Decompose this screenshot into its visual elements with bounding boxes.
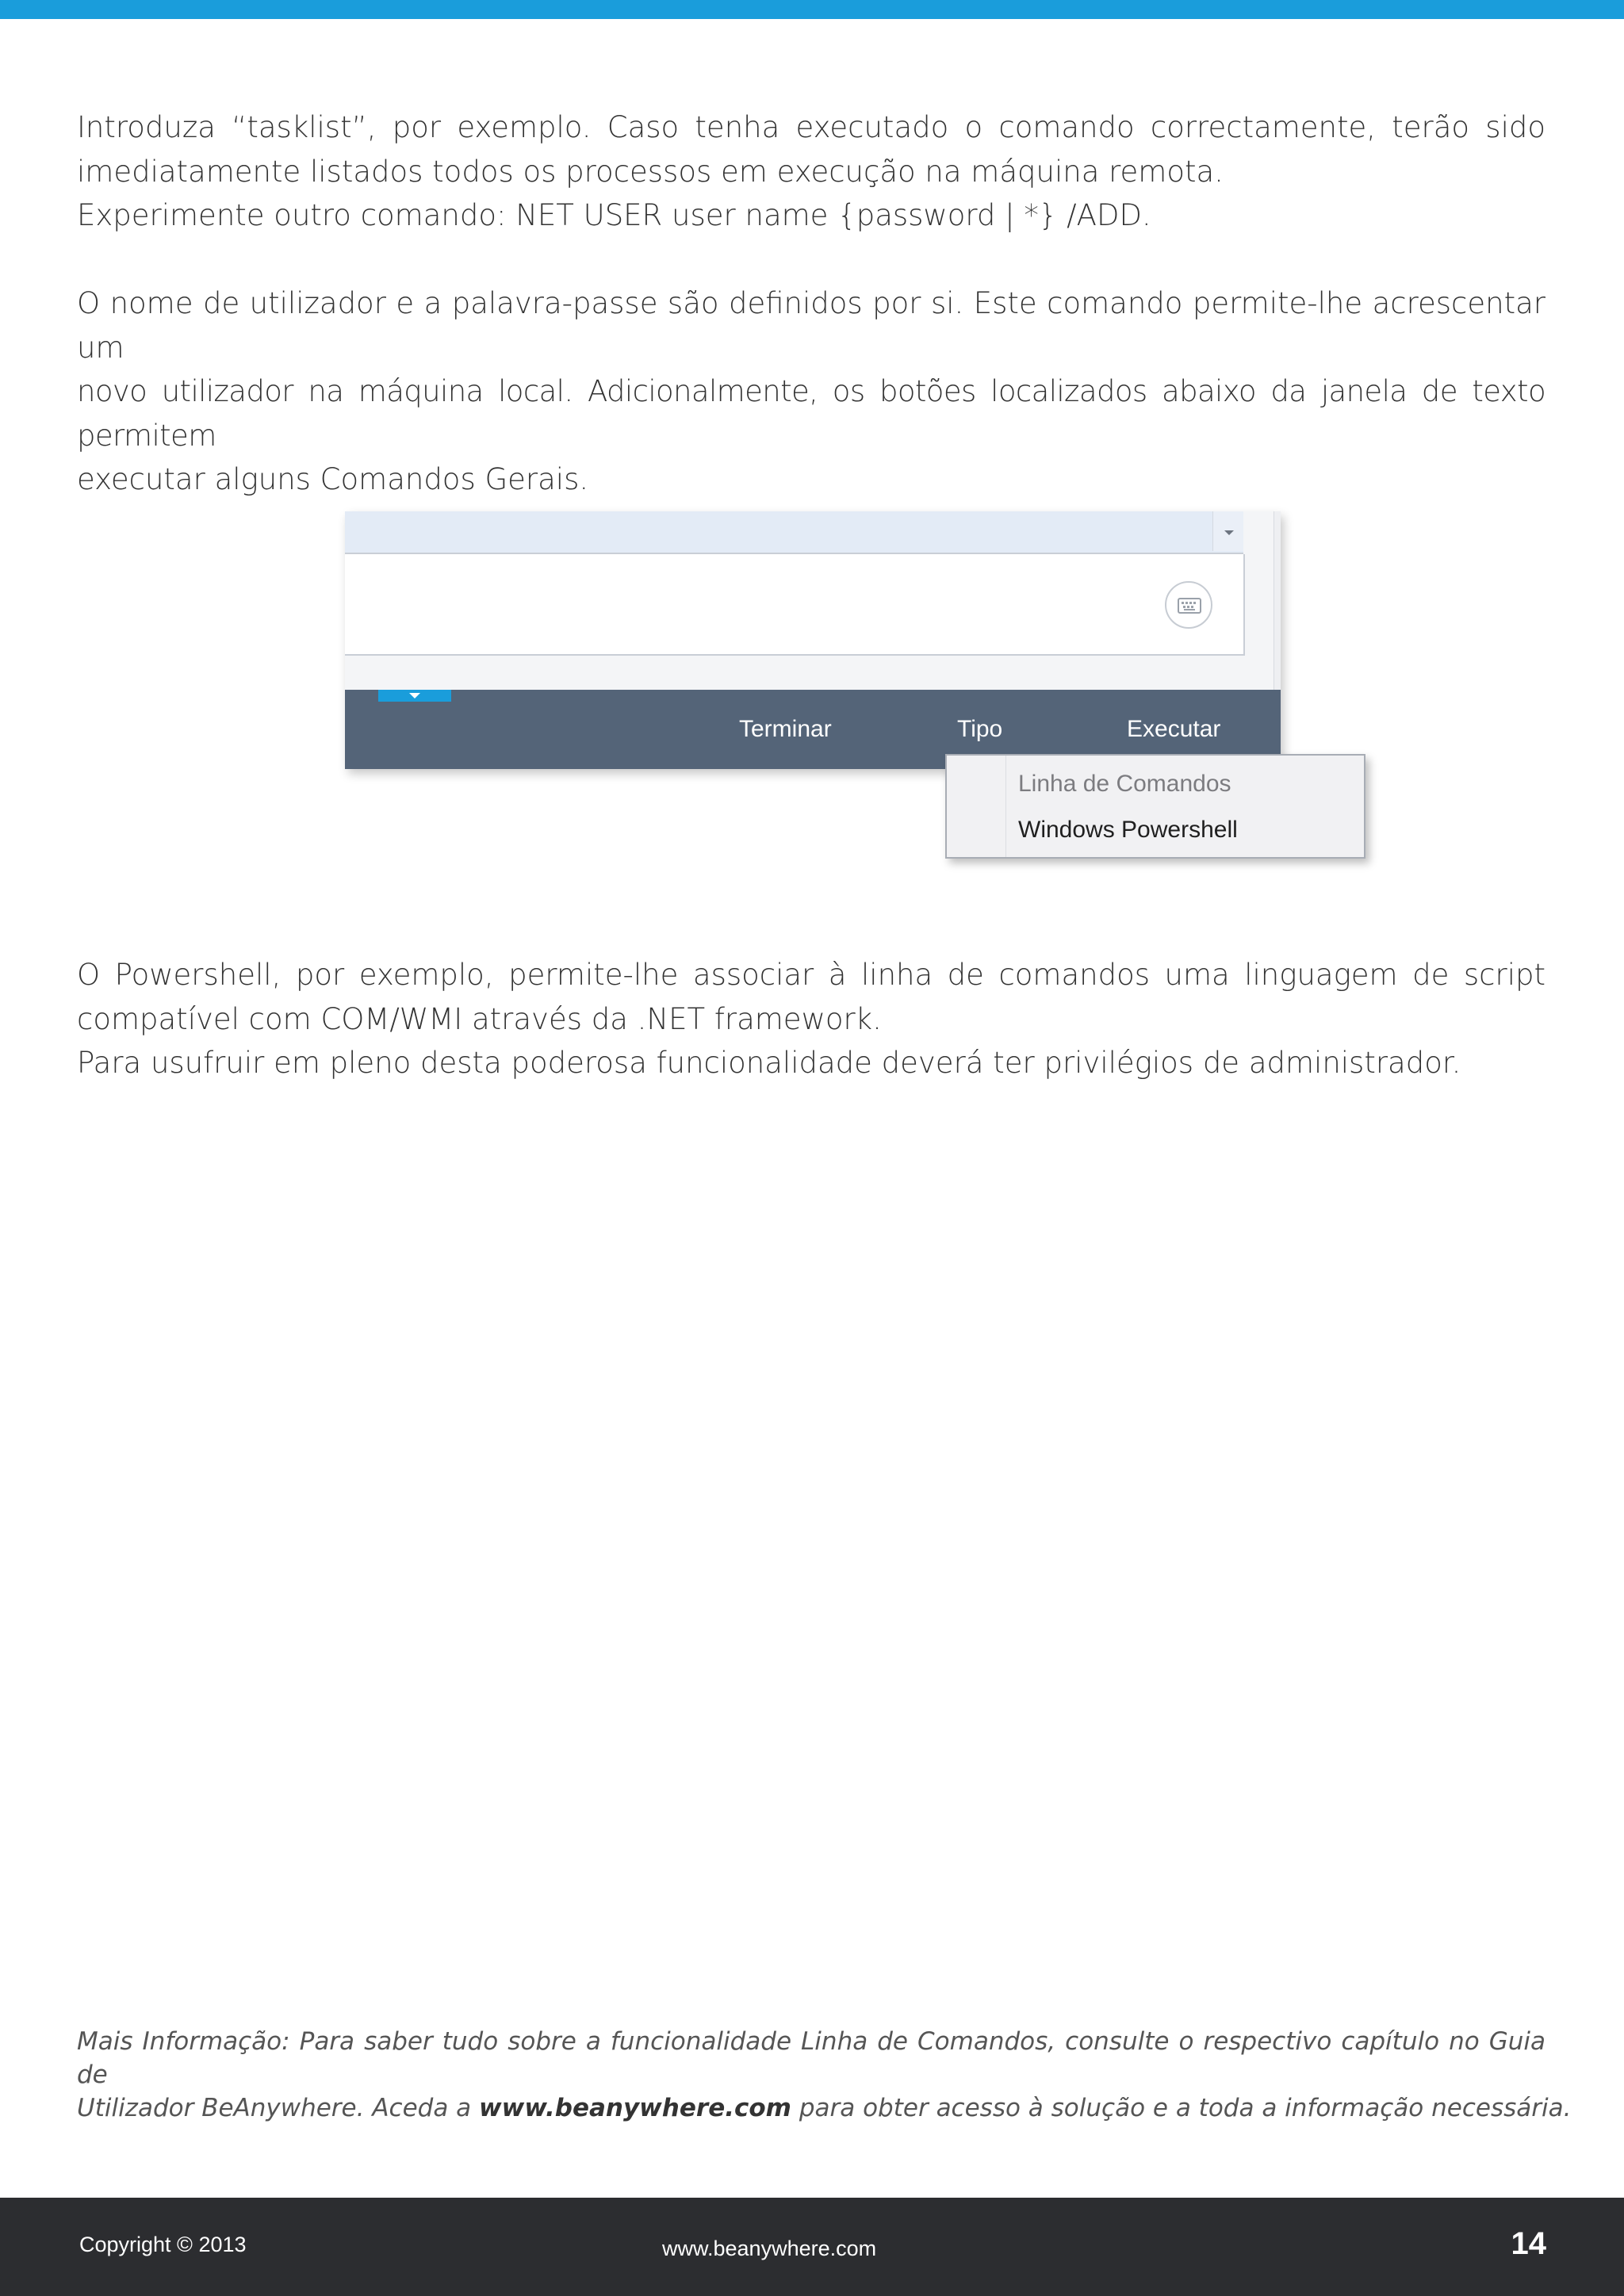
chevron-down-icon[interactable]: [1212, 511, 1243, 551]
paragraph-line: novo utilizador na máquina local. Adicionalmente, os botões localizados abaixo da janela de texto permitem: [77, 374, 1545, 453]
footnote-text: para obter acesso à solução e a toda a informação necessária.: [791, 2094, 1572, 2122]
paragraph-line: Experimente outro comando: NET USER user name {password | *} /ADD.: [77, 198, 1151, 232]
copyright-text: Copyright © 2013: [79, 2233, 247, 2256]
page-number: 14: [1511, 2226, 1546, 2261]
menu-item-linha-de-comandos[interactable]: Linha de Comandos: [1018, 771, 1231, 797]
window-edge: [1274, 511, 1281, 690]
command-text-area[interactable]: [345, 554, 1245, 656]
paragraph-line: Para usufruir em pleno desta poderosa funcionalidade deverá ter privilégios de administrador.: [77, 1046, 1461, 1080]
paragraph-line: O nome de utilizador e a palavra-passe são definidos por si. Este comando permite-lhe acrescentar um: [77, 286, 1545, 365]
keyboard-icon[interactable]: [1165, 581, 1212, 629]
more-info-note: [77, 2025, 1572, 2125]
paragraph-line: O Powershell, por exemplo, permite-lhe associar à linha de comandos uma linguagem de script: [77, 958, 1545, 992]
paragraph-line: Introduza “tasklist”, por exemplo. Caso tenha executado o comando correctamente, terão sido: [77, 110, 1545, 144]
paragraph-line: imediatamente listados todos os processos em execução na máquina remota.: [77, 154, 1224, 189]
footnote-line: Mais Informação: Para saber tudo sobre a funcionalidade Linha de Comandos, consulte o respectivo capítulo no Guia de: [77, 2027, 1545, 2089]
executar-button[interactable]: Executar: [1127, 716, 1221, 742]
paragraph-line: executar alguns Comandos Gerais.: [77, 462, 589, 496]
tipo-button[interactable]: Tipo: [957, 716, 1003, 742]
footnote-line: [77, 2091, 1572, 2125]
paragraph-powershell: [77, 953, 1545, 1085]
paragraph-line: compatível com COM/WMI através da .NET framework.: [77, 1001, 882, 1036]
website-link[interactable]: www.beanywhere.com: [479, 2094, 791, 2122]
command-history-select[interactable]: [345, 511, 1243, 554]
command-line-screenshot: [345, 510, 1376, 874]
terminar-button[interactable]: Terminar: [739, 716, 832, 742]
paragraph-intro: [77, 105, 1545, 238]
top-accent-bar: [0, 0, 1624, 19]
menu-item-windows-powershell[interactable]: Windows Powershell: [1018, 817, 1238, 843]
menu-gutter: [947, 756, 1006, 857]
tipo-dropdown-menu: [945, 754, 1365, 859]
panel-toggle-tab[interactable]: [378, 690, 451, 702]
footer-website-link[interactable]: www.beanywhere.com: [662, 2237, 877, 2260]
command-window: [345, 511, 1281, 769]
footnote-text: Utilizador BeAnywhere. Aceda a: [77, 2094, 480, 2122]
paragraph-user-command: [77, 281, 1545, 502]
